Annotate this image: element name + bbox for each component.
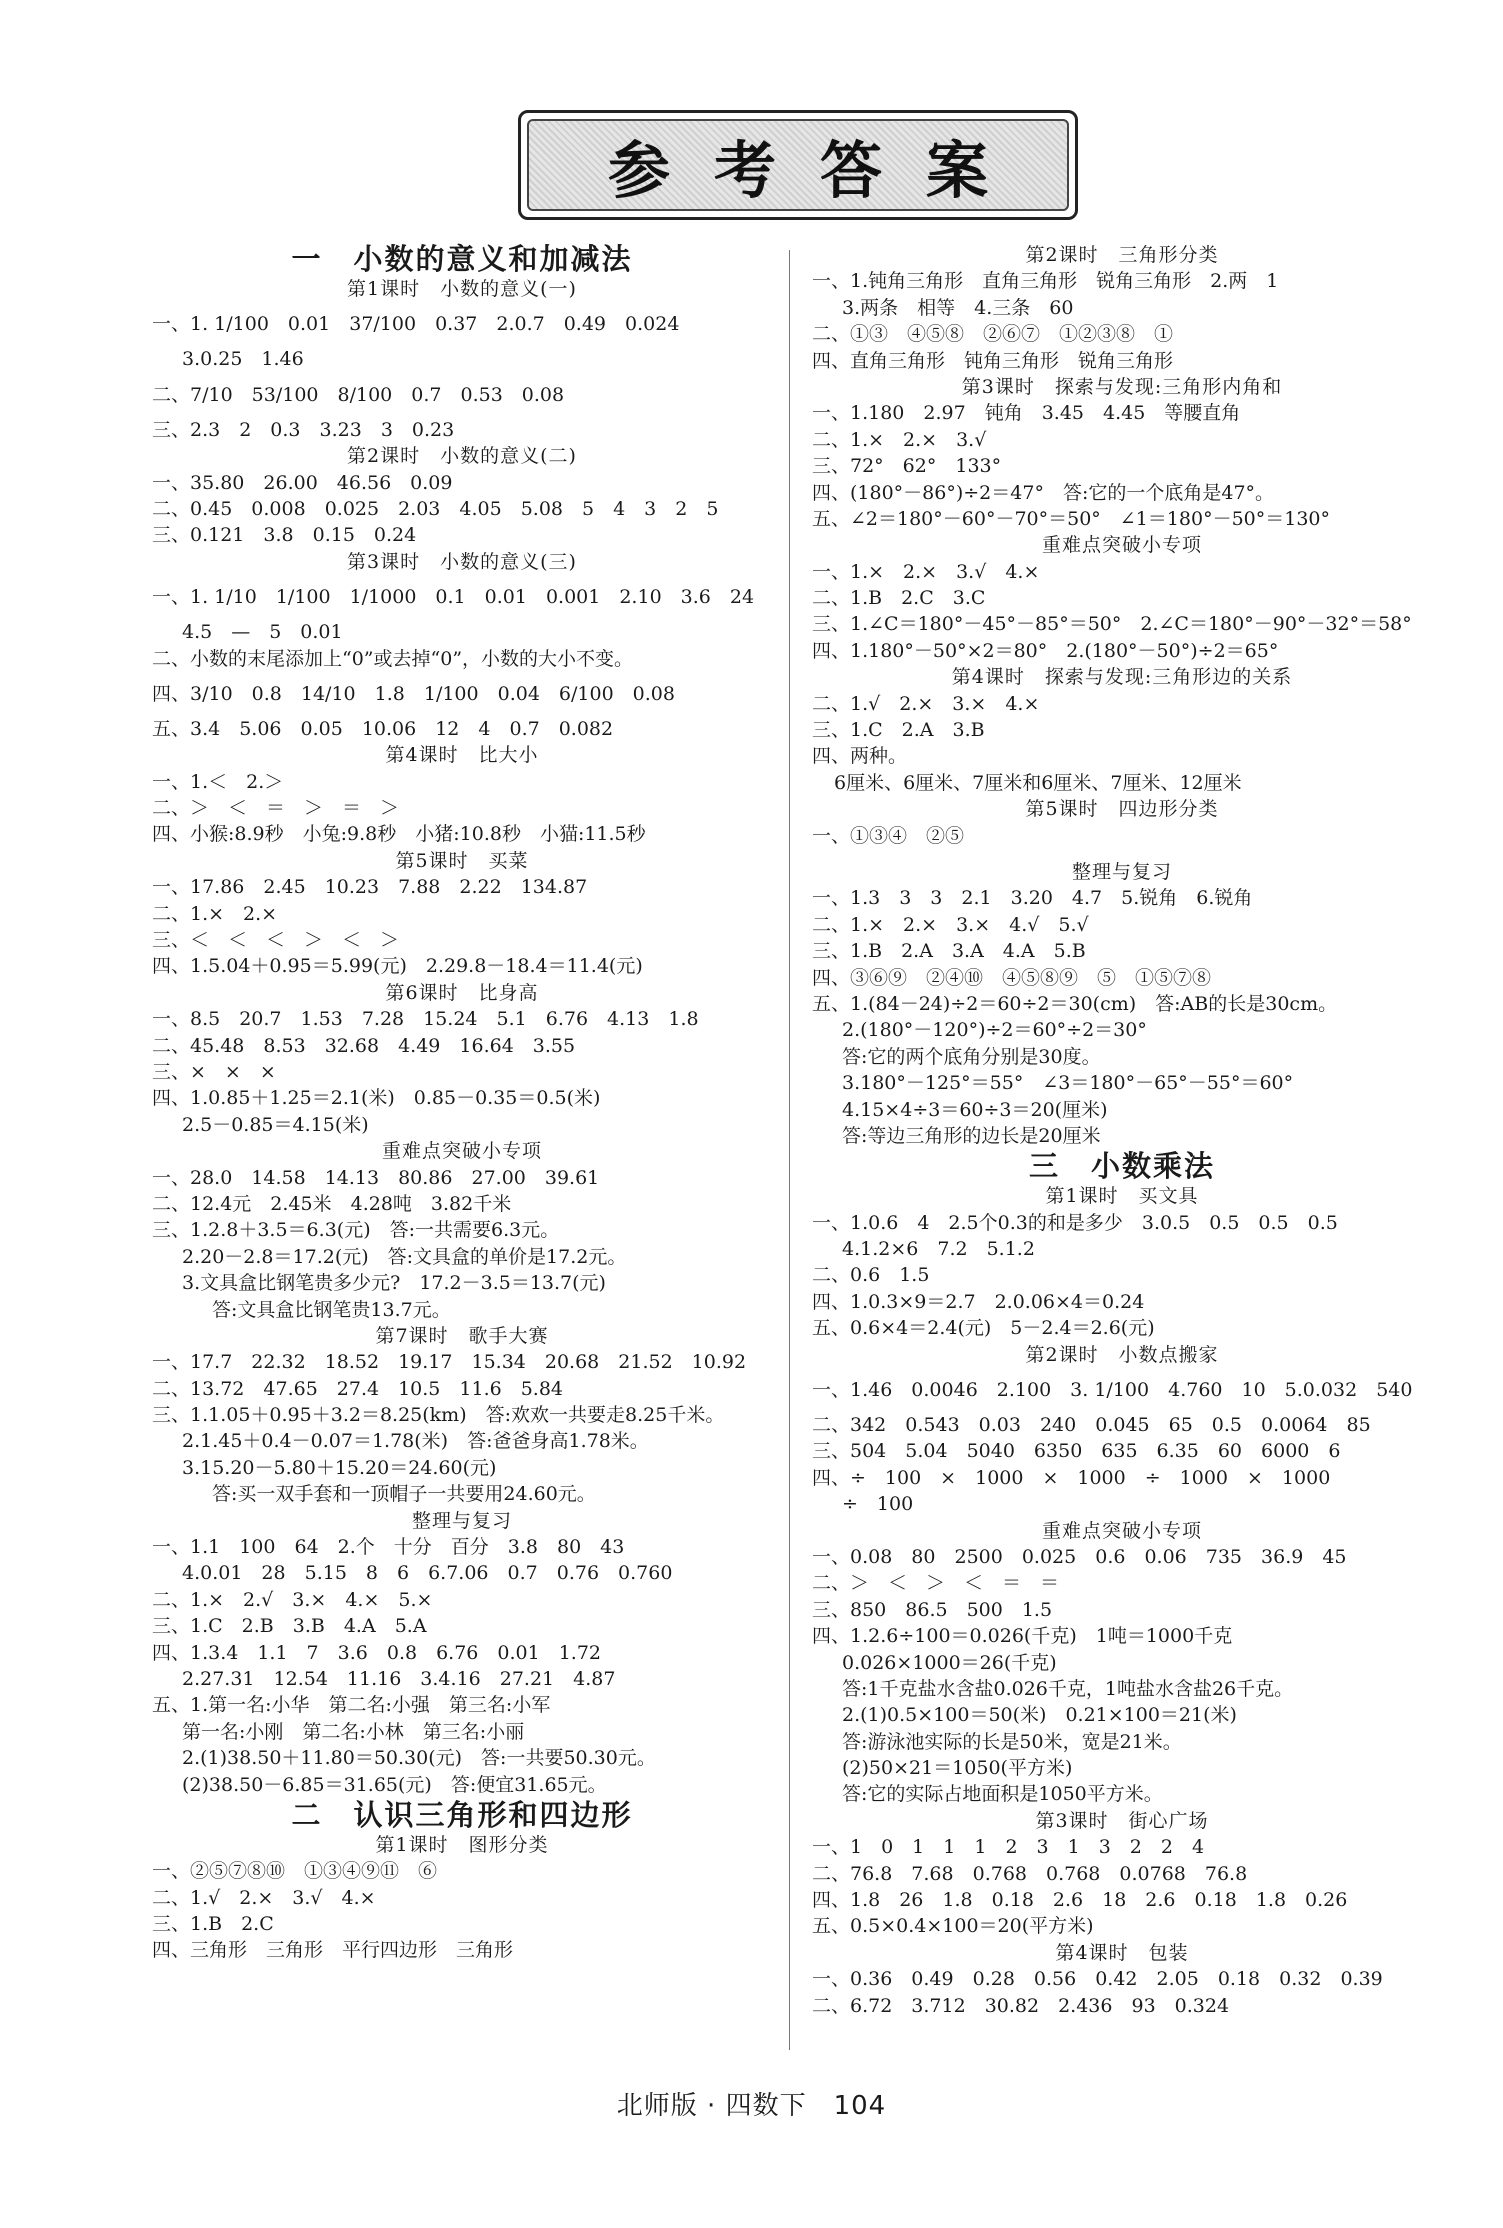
answer-line: 一、1. 1/100 0.01 37/100 0.37 2.0.7 0.49 0.024 (152, 313, 680, 336)
answer-line: 三、1.∠C＝180°－45°－85°＝50° 2.∠C＝180°－90°－32°＝58° (812, 613, 1412, 636)
answer-line: 3.15.20－5.80＋15.20＝24.60(元) (182, 1456, 497, 1479)
answer-line: 3.180°－125°＝55° ∠3＝180°－65°－55°＝60° (842, 1072, 1294, 1095)
answer-line: 二、0.45 0.008 0.025 2.03 4.05 5.08 5 4 3 2 5 (152, 497, 719, 520)
answer-line: 2.(1)38.50＋11.80＝50.30(元) 答:一共要50.30元。 (182, 1747, 656, 1770)
answer-line: 二、7/10 53/100 8/100 0.7 0.53 0.08 (152, 383, 565, 406)
answer-line: 2.(180°－120°)÷2＝60°÷2＝30° (842, 1019, 1147, 1042)
answer-line: 四、(180°－86°)÷2＝47° 答:它的一个底角是47°。 (812, 481, 1275, 504)
answer-line: 四、1.2.6÷100＝0.026(千克) 1吨＝1000千克 (812, 1625, 1233, 1648)
answer-line: 四、1.3.4 1.1 7 3.6 0.8 6.76 0.01 1.72 (152, 1641, 601, 1664)
answer-line: (2)38.50－6.85＝31.65(元) 答:便宜31.65元。 (182, 1773, 607, 1796)
answer-line: 一、28.0 14.58 14.13 80.86 27.00 39.61 (152, 1166, 600, 1189)
answer-line: 一、0.08 80 2500 0.025 0.6 0.06 735 36.9 45 (812, 1545, 1347, 1568)
answer-line: 答:1千克盐水含盐0.026千克，1吨盐水含盐26千克。 (842, 1677, 1294, 1700)
answer-line: 一、35.80 26.00 46.56 0.09 (152, 471, 453, 494)
lesson-heading: 第2课时 小数的意义(二) (347, 445, 577, 468)
answer-line: 一、②⑤⑦⑧⑩ ①③④⑨⑪ ⑥ (152, 1860, 438, 1883)
answer-line: 一、1 0 1 1 1 2 3 1 3 2 2 4 (812, 1836, 1205, 1859)
answer-line: 五、∠2＝180°－60°－70°＝50° ∠1＝180°－50°＝130° (812, 507, 1331, 530)
answer-line: 二、＞ ＜ ＞ ＜ ＝ ＝ (812, 1572, 1060, 1595)
answer-line: 二、1.× 2.× (152, 902, 278, 925)
answer-line: 二、6.72 3.712 30.82 2.436 93 0.324 (812, 1994, 1230, 2017)
answer-line: (2)50×21＝1050(平方米) (842, 1757, 1073, 1780)
answer-line: 一、1.× 2.× 3.√ 4.× (812, 560, 1040, 583)
answer-line: 三、1.B 2.C (152, 1913, 274, 1936)
section-heading: 一 小数的意义和加减法 (291, 242, 633, 276)
answer-line: ÷ 100 (842, 1493, 914, 1516)
lesson-heading: 第7课时 歌手大赛 (375, 1324, 549, 1347)
answer-line: 2.20－2.8＝17.2(元) 答:文具盒的单价是17.2元。 (182, 1245, 627, 1268)
answer-line: 一、0.36 0.49 0.28 0.56 0.42 2.05 0.18 0.32 0.39 (812, 1968, 1383, 1991)
answer-line: 四、1.180°－50°×2＝80° 2.(180°－50°)÷2＝65° (812, 639, 1279, 662)
answer-line: 二、1.× 2.√ 3.× 4.× 5.× (152, 1588, 433, 1611)
answer-line: 4.1.2×6 7.2 5.1.2 (842, 1238, 1035, 1261)
answer-line: 第一名:小刚 第二名:小林 第三名:小丽 (182, 1720, 525, 1743)
answer-line: 二、1.B 2.C 3.C (812, 587, 986, 610)
answer-line: 二、76.8 7.68 0.768 0.768 0.0768 76.8 (812, 1862, 1248, 1885)
answer-line: 一、8.5 20.7 1.53 7.28 15.24 5.1 6.76 4.13 1.8 (152, 1008, 699, 1031)
answer-line: 一、17.86 2.45 10.23 7.88 2.22 134.87 (152, 876, 588, 899)
answer-line: 4.5 — 5 0.01 (182, 621, 343, 644)
section-heading: 二 认识三角形和四边形 (291, 1797, 633, 1832)
answer-line: 四、1.0.85＋1.25＝2.1(米) 0.85－0.35＝0.5(米) (152, 1087, 601, 1110)
answer-line: 三、850 86.5 500 1.5 (812, 1598, 1053, 1621)
lesson-heading: 第1课时 图形分类 (375, 1833, 549, 1856)
answer-line: 五、1.(84－24)÷2＝60÷2＝30(cm) 答:AB的长是30cm。 (812, 992, 1338, 1015)
answer-line: 答:等边三角形的边长是20厘米 (842, 1124, 1101, 1147)
page-title: 参考答案 (607, 133, 1032, 207)
answer-line: 三、1.C 2.B 3.B 4.A 5.A (152, 1615, 427, 1638)
answer-line: 二、0.6 1.5 (812, 1264, 930, 1287)
page-footer: 北师版 · 四数下 104 (616, 2091, 887, 2121)
lesson-heading: 第4课时 探索与发现:三角形边的关系 (951, 666, 1293, 689)
answer-line: 2.1.45＋0.4－0.07＝1.78(米) 答:爸爸身高1.78米。 (182, 1430, 649, 1453)
answer-line: 三、1.2.8＋3.5＝6.3(元) 答:一共需要6.3元。 (152, 1219, 560, 1242)
answer-line: 一、17.7 22.32 18.52 19.17 15.34 20.68 21.52 10.92 (152, 1351, 747, 1374)
section-heading: 三 小数乘法 (1028, 1149, 1215, 1184)
answer-line: 2.5－0.85＝4.15(米) (182, 1113, 369, 1136)
answer-line: 五、0.5×0.4×100＝20(平方米) (812, 1915, 1094, 1938)
right-column (812, 242, 1432, 2019)
lesson-heading: 第5课时 四边形分类 (1025, 798, 1219, 821)
answer-line: 三、504 5.04 5040 6350 635 6.35 60 6000 6 (812, 1440, 1341, 1463)
answer-line: 四、1.8 26 1.8 0.18 2.6 18 2.6 0.18 1.8 0.26 (812, 1889, 1348, 1912)
answer-line: 二、45.48 8.53 32.68 4.49 16.64 3.55 (152, 1034, 576, 1057)
answer-line: 答:它的实际占地面积是1050平方米。 (842, 1783, 1163, 1806)
answer-line: 4.15×4÷3＝60÷3＝20(厘米) (842, 1098, 1108, 1121)
answer-line: 3.两条 相等 4.三条 60 (842, 296, 1074, 319)
left-column (152, 242, 772, 1964)
answer-line: 三、1.B 2.A 3.A 4.A 5.B (812, 940, 1086, 963)
lesson-heading: 第3课时 街心广场 (1035, 1809, 1209, 1832)
lesson-heading: 第2课时 三角形分类 (1025, 244, 1219, 266)
answer-line: 三、72° 62° 133° (812, 455, 1002, 478)
answer-line: 五、3.4 5.06 0.05 10.06 12 4 0.7 0.082 (152, 717, 614, 740)
answer-line: 一、1.＜ 2.＞ (152, 770, 284, 793)
answer-line: 二、13.72 47.65 27.4 10.5 11.6 5.84 (152, 1377, 564, 1400)
title-banner (518, 110, 1078, 220)
answer-line: 三、× × × (152, 1060, 276, 1083)
answer-line: 一、1.46 0.0046 2.100 3. 1/100 4.760 10 5.0.032 540 (812, 1379, 1413, 1402)
title-banner-inner (527, 119, 1069, 211)
answer-line: 三、1.C 2.A 3.B (812, 719, 985, 742)
answer-line: 4.0.01 28 5.15 8 6 6.7.06 0.7 0.76 0.760 (182, 1562, 673, 1585)
answer-line: 一、①③④ ②⑤ (812, 824, 965, 847)
lesson-heading: 第6课时 比身高 (385, 981, 539, 1004)
answer-line: 二、小数的末尾添加上“0”或去掉“0”，小数的大小不变。 (152, 647, 634, 670)
lesson-heading: 整理与复习 (1071, 860, 1172, 883)
answer-line: 二、①③ ④⑤⑧ ②⑥⑦ ①②③⑧ ① (812, 323, 1174, 346)
answer-line: 6厘米、6厘米、7厘米和6厘米、7厘米、12厘米 (834, 771, 1242, 794)
answer-line: 2.27.31 12.54 11.16 3.4.16 27.21 4.87 (182, 1667, 616, 1690)
lesson-heading: 第3课时 探索与发现:三角形内角和 (961, 375, 1283, 398)
answer-line: 二、12.4元 2.45米 4.28吨 3.82千米 (152, 1192, 512, 1215)
answer-line: 四、3/10 0.8 14/10 1.8 1/100 0.04 6/100 0.08 (152, 682, 675, 705)
answer-line: 答:文具盒比钢笔贵13.7元。 (212, 1298, 451, 1321)
lesson-heading: 第2课时 小数点搬家 (1025, 1343, 1219, 1366)
answer-line: 二、1.× 2.× 3.√ (812, 428, 987, 451)
answer-line: 四、三角形 三角形 平行四边形 三角形 (152, 1939, 514, 1962)
answer-line: 二、342 0.543 0.03 240 0.045 65 0.5 0.0064 85 (812, 1414, 1371, 1437)
answer-line: 二、1.√ 2.× 3.√ 4.× (152, 1886, 376, 1909)
column-divider (789, 250, 790, 2050)
spacer (812, 849, 1432, 859)
answer-line: 3.文具盒比钢笔贵多少元? 17.2－3.5＝13.7(元) (182, 1272, 606, 1295)
answer-line: 二、＞ ＜ ＝ ＞ ＝ ＞ (152, 797, 400, 820)
answer-line: 二、1.√ 2.× 3.× 4.× (812, 692, 1040, 715)
answer-line: 四、小猴:8.9秒 小兔:9.8秒 小猪:10.8秒 小猫:11.5秒 (152, 823, 646, 846)
answer-line: 一、1.1 100 64 2.个 十分 百分 3.8 80 43 (152, 1536, 625, 1559)
lesson-heading: 第4课时 比大小 (385, 744, 539, 767)
answer-line: 三、＜ ＜ ＜ ＞ ＜ ＞ (152, 929, 400, 952)
answer-line: 四、÷ 100 × 1000 × 1000 ÷ 1000 × 1000 (812, 1466, 1331, 1489)
lesson-heading: 第1课时 买文具 (1045, 1185, 1199, 1208)
lesson-heading: 重难点突破小专项 (381, 1140, 542, 1163)
answer-line: 三、1.1.05＋0.95＋3.2＝8.25(km) 答:欢欢一共要走8.25千米。 (152, 1404, 725, 1427)
answer-line: 五、0.6×4＝2.4(元) 5－2.4＝2.6(元) (812, 1317, 1155, 1340)
answer-line: 3.0.25 1.46 (182, 348, 304, 371)
answer-line: 一、1.0.6 4 2.5个0.3的和是多少 3.0.5 0.5 0.5 0.5 (812, 1211, 1338, 1234)
answer-line: 答:游泳池实际的长是50米，宽是21米。 (842, 1730, 1182, 1753)
answer-line: 2.(1)0.5×100＝50(米) 0.21×100＝21(米) (842, 1704, 1237, 1727)
lesson-heading: 重难点突破小专项 (1041, 534, 1202, 557)
lesson-heading: 第1课时 小数的意义(一) (347, 278, 577, 300)
answer-line: 四、1.0.3×9＝2.7 2.0.06×4＝0.24 (812, 1290, 1145, 1313)
lesson-heading: 重难点突破小专项 (1041, 1519, 1202, 1542)
answer-line: 四、两种。 (812, 745, 908, 768)
answer-line: 二、1.× 2.× 3.× 4.√ 5.√ (812, 913, 1089, 936)
answer-line: 答:它的两个底角分别是30度。 (842, 1045, 1101, 1068)
answer-line: 四、1.5.04＋0.95＝5.99(元) 2.29.8－18.4＝11.4(元) (152, 955, 643, 978)
answer-line: 一、1.180 2.97 钝角 3.45 4.45 等腰直角 (812, 402, 1241, 425)
answer-line: 一、1.3 3 3 2.1 3.20 4.7 5.锐角 6.锐角 (812, 887, 1253, 910)
answer-line: 五、1.第一名:小华 第二名:小强 第三名:小军 (152, 1694, 551, 1717)
answer-line: 答:买一双手套和一顶帽子一共要用24.60元。 (212, 1483, 596, 1506)
answer-line: 三、0.121 3.8 0.15 0.24 (152, 524, 417, 547)
lesson-heading: 第5课时 买菜 (395, 849, 529, 872)
answer-line: 一、1. 1/10 1/100 1/1000 0.1 0.01 0.001 2.10 3.6 24 (152, 586, 755, 609)
answer-line: 四、直角三角形 钝角三角形 锐角三角形 (812, 349, 1174, 372)
lesson-heading: 第4课时 包装 (1055, 1941, 1189, 1964)
answer-line: 一、1.钝角三角形 直角三角形 锐角三角形 2.两 1 (812, 270, 1279, 293)
answer-line: 四、③⑥⑨ ②④⑩ ④⑤⑧⑨ ⑤ ①⑤⑦⑧ (812, 966, 1212, 989)
answer-line: 三、2.3 2 0.3 3.23 3 0.23 (152, 418, 455, 441)
lesson-heading: 整理与复习 (411, 1509, 512, 1532)
lesson-heading: 第3课时 小数的意义(三) (347, 550, 577, 573)
answer-line: 0.026×1000＝26(千克) (842, 1651, 1057, 1674)
